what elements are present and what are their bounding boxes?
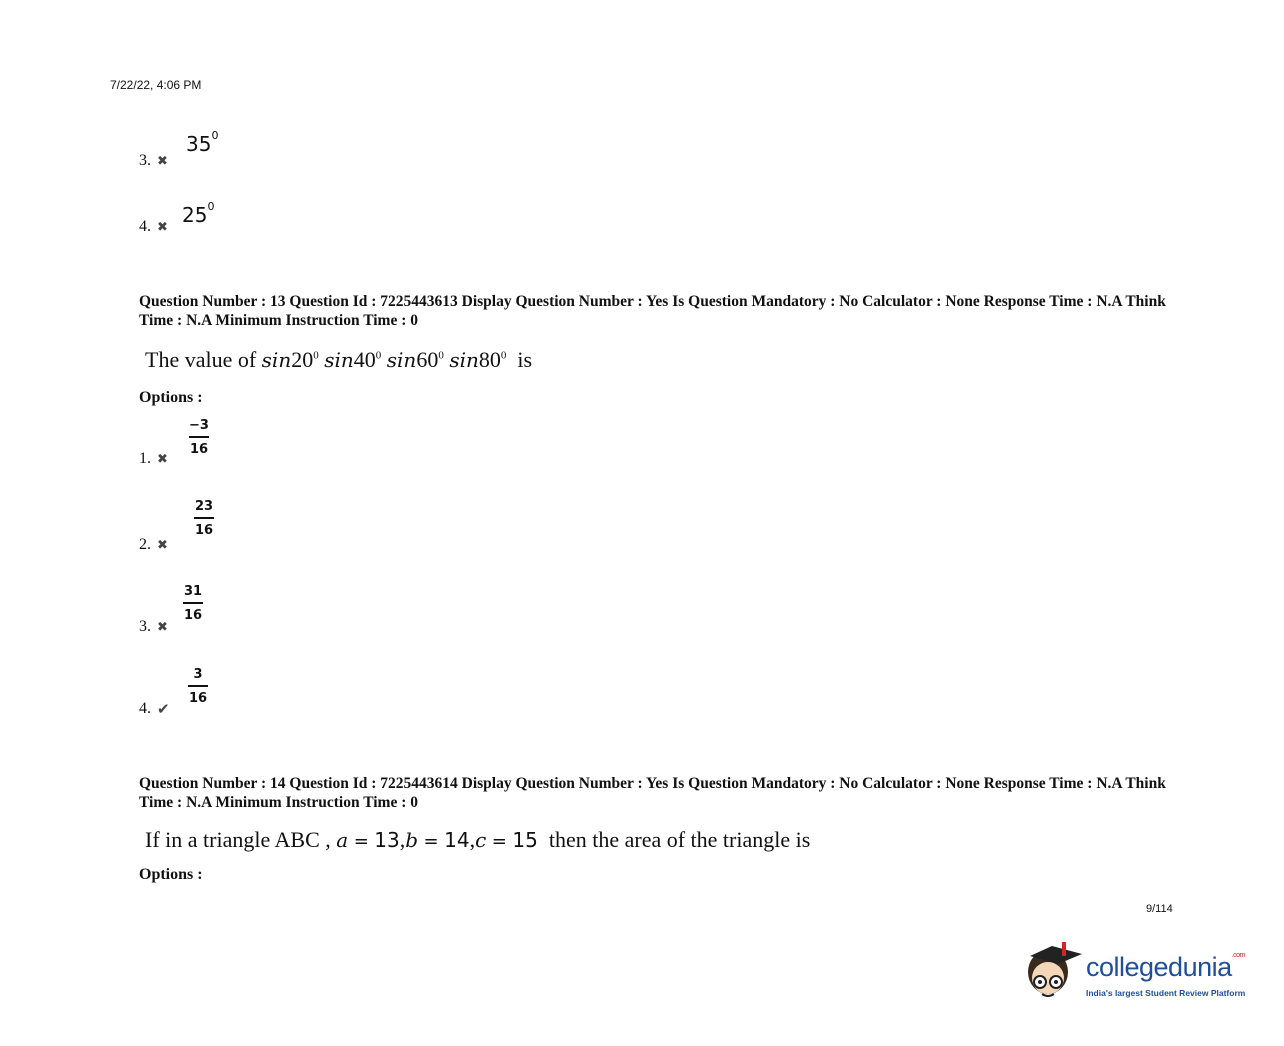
term-arg: 80	[478, 347, 501, 372]
term-sup: 0	[500, 349, 507, 362]
degree-sup: 0	[211, 129, 219, 142]
brand-wordmark	[1086, 952, 1245, 983]
value-a: 13	[374, 828, 400, 852]
angle-value: 35	[186, 132, 212, 156]
fraction-bar	[183, 602, 203, 604]
print-timestamp: 7/22/22, 4:06 PM	[110, 78, 202, 92]
option-number: 4.	[139, 700, 151, 717]
option-number: 4.	[139, 218, 151, 235]
angle-value: 25	[182, 203, 208, 227]
var-b: b	[405, 828, 419, 852]
term-sup: 0	[375, 349, 382, 362]
fraction-bar	[194, 517, 214, 519]
term-fn: sin	[449, 348, 479, 372]
term-arg: 40	[353, 347, 376, 372]
degree-sup: 0	[207, 200, 215, 213]
prev-option-4	[139, 218, 168, 236]
q13-option-2-fraction	[194, 499, 214, 538]
brand-name: collegedunia	[1086, 952, 1232, 982]
q13-option-4	[139, 700, 170, 718]
q13-option-1-fraction	[189, 418, 209, 457]
q14-question-text	[145, 827, 810, 853]
collegedunia-logo	[1024, 938, 1254, 1008]
term-sup: 0	[313, 349, 319, 362]
q13-option-4-fraction	[188, 667, 208, 706]
comma: ,	[399, 827, 406, 852]
numerator: 3	[193, 667, 203, 682]
question-suffix: then the area of the triangle is	[548, 827, 811, 852]
brand-domain: .com	[1231, 952, 1245, 959]
option-number: 1.	[139, 450, 151, 467]
prev-option-3	[139, 152, 168, 170]
q13-meta: Question Number : 13 Question Id : 7225443613 Display Question Number : Yes Is Question Mandatory : No Calculator : None Response Time : N.A Think Time : N.A Minimum Instruction Time : 0	[139, 293, 1166, 329]
term-sup: 0	[438, 349, 444, 362]
q14-options-label: Options :	[139, 866, 203, 883]
numerator: 23	[194, 499, 214, 514]
term-arg: 60	[416, 347, 439, 372]
wrong-mark-icon: ✖	[157, 451, 168, 467]
prev-option-4-value	[182, 200, 215, 227]
value-c: 15	[512, 828, 538, 852]
q13-option-1	[139, 450, 168, 468]
question-prefix: If in a triangle ABC ,	[145, 827, 331, 852]
check-mark-icon: ✔	[157, 700, 170, 718]
q14-meta: Question Number : 14 Question Id : 7225443614 Display Question Number : Yes Is Question Mandatory : No Calculator : None Response Time : N.A Think Time : N.A Minimum Instruction Time : 0	[139, 775, 1166, 811]
option-number: 3.	[139, 618, 151, 635]
equals: =	[353, 831, 369, 852]
value-b: 14	[444, 828, 470, 852]
var-c: c	[475, 828, 487, 852]
equals: =	[423, 831, 439, 852]
fraction-bar	[188, 685, 208, 687]
wrong-mark-icon: ✖	[157, 153, 168, 169]
comma: ,	[469, 827, 476, 852]
denominator: 16	[183, 608, 203, 623]
question-prefix: The value of	[145, 347, 257, 372]
q13-option-3	[139, 618, 168, 636]
wrong-mark-icon: ✖	[157, 219, 168, 235]
brand-tagline: India's largest Student Review Platform	[1086, 988, 1246, 998]
question-suffix: is	[517, 347, 533, 372]
mascot-icon	[1024, 938, 1084, 1008]
term-arg: 20	[291, 347, 314, 372]
var-a: a	[336, 828, 349, 852]
denominator: 16	[188, 691, 208, 706]
denominator: 16	[194, 523, 214, 538]
wrong-mark-icon: ✖	[157, 537, 168, 553]
fraction-bar	[189, 436, 209, 438]
option-number: 3.	[139, 152, 151, 169]
option-number: 2.	[139, 536, 151, 553]
numerator: −3	[189, 418, 209, 433]
term-fn: sin	[261, 348, 292, 372]
wrong-mark-icon: ✖	[157, 619, 168, 635]
numerator: 31	[183, 584, 203, 599]
term-fn: sin	[324, 348, 354, 372]
q13-option-2	[139, 536, 168, 554]
denominator: 16	[189, 442, 209, 457]
q13-option-3-fraction	[183, 584, 203, 623]
term-fn: sin	[386, 348, 417, 372]
q13-question-text	[145, 347, 532, 373]
equals: =	[491, 831, 507, 852]
q13-options-label: Options :	[139, 389, 203, 406]
prev-option-3-value	[186, 129, 219, 156]
page-number: 9/114	[1146, 903, 1173, 915]
